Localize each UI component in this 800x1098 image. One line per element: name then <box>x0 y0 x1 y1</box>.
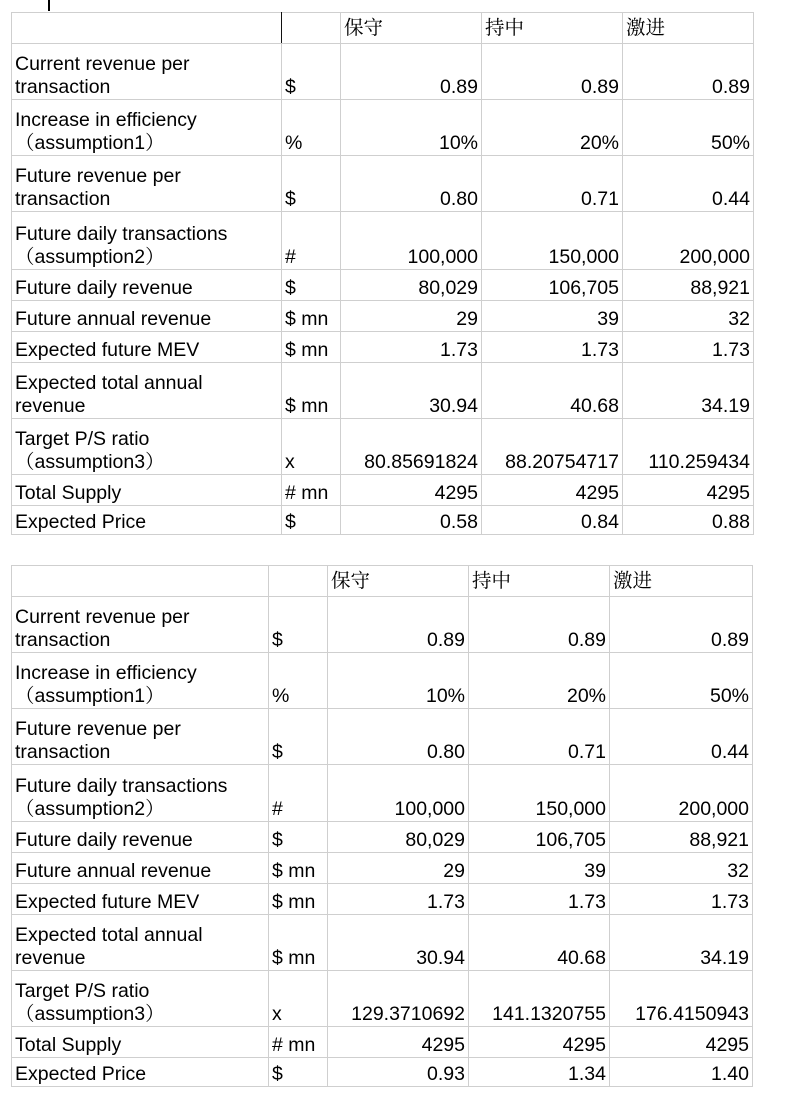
table-row <box>12 212 754 270</box>
value-aggressive: 50% <box>610 653 753 709</box>
value-moderate: 1.73 <box>482 332 623 363</box>
value-moderate: 4295 <box>482 475 623 506</box>
row-label: Expected future MEV <box>12 884 269 915</box>
row-unit: $ <box>282 44 341 100</box>
table-row <box>12 884 753 915</box>
value-aggressive: 1.73 <box>610 884 753 915</box>
value-aggressive: 88,921 <box>610 822 753 853</box>
value-moderate: 0.71 <box>469 709 610 765</box>
value-aggressive: 4295 <box>610 1027 753 1058</box>
value-moderate: 1.73 <box>469 884 610 915</box>
row-unit: $ <box>269 597 328 653</box>
value-moderate: 141.1320755 <box>469 971 610 1027</box>
value-conservative: 80,029 <box>341 270 482 301</box>
table-row <box>12 506 754 535</box>
text-cursor <box>48 0 50 11</box>
value-aggressive: 200,000 <box>623 212 754 270</box>
value-moderate: 0.89 <box>469 597 610 653</box>
value-conservative: 0.93 <box>328 1058 469 1087</box>
row-label: Future daily revenue <box>12 270 282 301</box>
table-row <box>12 363 754 419</box>
row-label: Future annual revenue <box>12 301 282 332</box>
header-row <box>12 566 753 597</box>
value-conservative: 4295 <box>328 1027 469 1058</box>
value-moderate: 39 <box>482 301 623 332</box>
value-moderate: 0.89 <box>482 44 623 100</box>
row-label: Future annual revenue <box>12 853 269 884</box>
row-label: Expected Price <box>12 506 282 535</box>
table-row <box>12 853 753 884</box>
value-aggressive: 4295 <box>623 475 754 506</box>
header-moderate: 持中 <box>482 13 623 44</box>
header-unit <box>282 13 341 44</box>
value-conservative: 29 <box>341 301 482 332</box>
value-moderate: 40.68 <box>482 363 623 419</box>
value-aggressive: 34.19 <box>623 363 754 419</box>
value-aggressive: 0.88 <box>623 506 754 535</box>
table-row <box>12 653 753 709</box>
row-label: Increase in efficiency（assumption1） <box>12 100 282 156</box>
value-conservative: 10% <box>328 653 469 709</box>
table-row <box>12 765 753 822</box>
value-aggressive: 32 <box>623 301 754 332</box>
row-unit: $ <box>282 506 341 535</box>
value-conservative: 0.89 <box>341 44 482 100</box>
value-aggressive: 88,921 <box>623 270 754 301</box>
value-aggressive: 176.4150943 <box>610 971 753 1027</box>
header-aggressive: 激进 <box>610 566 753 597</box>
value-aggressive: 34.19 <box>610 915 753 971</box>
header-moderate: 持中 <box>469 566 610 597</box>
row-unit: $ mn <box>269 853 328 884</box>
value-aggressive: 110.259434 <box>623 419 754 475</box>
value-moderate: 1.34 <box>469 1058 610 1087</box>
row-label: Increase in efficiency（assumption1） <box>12 653 269 709</box>
value-conservative: 80,029 <box>328 822 469 853</box>
row-unit: $ <box>269 709 328 765</box>
value-moderate: 40.68 <box>469 915 610 971</box>
value-aggressive: 1.40 <box>610 1058 753 1087</box>
row-label: Expected future MEV <box>12 332 282 363</box>
table-row <box>12 100 754 156</box>
row-unit: % <box>269 653 328 709</box>
table-row <box>12 971 753 1027</box>
row-unit: $ <box>282 270 341 301</box>
value-moderate: 88.20754717 <box>482 419 623 475</box>
row-label: Future daily revenue <box>12 822 269 853</box>
header-unit <box>269 566 328 597</box>
header-conservative: 保守 <box>341 13 482 44</box>
table-row <box>12 709 753 765</box>
row-unit: $ mn <box>269 884 328 915</box>
value-aggressive: 200,000 <box>610 765 753 822</box>
row-unit: $ mn <box>282 363 341 419</box>
value-conservative: 0.80 <box>328 709 469 765</box>
table-row <box>12 1058 753 1087</box>
table-row <box>12 270 754 301</box>
row-unit: $ <box>269 1058 328 1087</box>
value-aggressive: 0.44 <box>623 156 754 212</box>
scenario-table-1 <box>11 12 754 535</box>
row-label: Target P/S ratio（assumption3） <box>12 971 269 1027</box>
value-aggressive: 50% <box>623 100 754 156</box>
row-label: Future daily transactions（assumption2） <box>12 765 269 822</box>
value-conservative: 10% <box>341 100 482 156</box>
header-aggressive: 激进 <box>623 13 754 44</box>
row-unit: x <box>282 419 341 475</box>
row-unit: $ mn <box>269 915 328 971</box>
table-row <box>12 156 754 212</box>
value-conservative: 129.3710692 <box>328 971 469 1027</box>
table-row <box>12 475 754 506</box>
row-label: Target P/S ratio（assumption3） <box>12 419 282 475</box>
row-label: Future daily transactions（assumption2） <box>12 212 282 270</box>
row-unit: x <box>269 971 328 1027</box>
table-row <box>12 44 754 100</box>
header-corner <box>12 566 269 597</box>
table-row <box>12 1027 753 1058</box>
row-label: Expected total annual revenue <box>12 915 269 971</box>
row-unit: $ mn <box>282 301 341 332</box>
row-unit: $ mn <box>282 332 341 363</box>
table-row <box>12 915 753 971</box>
row-unit: # mn <box>282 475 341 506</box>
row-label: Future revenue per transaction <box>12 709 269 765</box>
header-conservative: 保守 <box>328 566 469 597</box>
table-row <box>12 597 753 653</box>
row-unit: % <box>282 100 341 156</box>
value-moderate: 106,705 <box>469 822 610 853</box>
value-conservative: 29 <box>328 853 469 884</box>
value-conservative: 80.85691824 <box>341 419 482 475</box>
row-label: Expected total annual revenue <box>12 363 282 419</box>
row-label: Current revenue per transaction <box>12 44 282 100</box>
value-aggressive: 1.73 <box>623 332 754 363</box>
row-label: Expected Price <box>12 1058 269 1087</box>
value-conservative: 0.58 <box>341 506 482 535</box>
row-label: Total Supply <box>12 475 282 506</box>
row-label: Total Supply <box>12 1027 269 1058</box>
value-conservative: 0.89 <box>328 597 469 653</box>
value-moderate: 39 <box>469 853 610 884</box>
value-moderate: 4295 <box>469 1027 610 1058</box>
value-moderate: 20% <box>469 653 610 709</box>
value-aggressive: 0.44 <box>610 709 753 765</box>
scenario-table-2 <box>11 565 753 1087</box>
value-moderate: 150,000 <box>482 212 623 270</box>
value-conservative: 4295 <box>341 475 482 506</box>
value-conservative: 1.73 <box>341 332 482 363</box>
row-unit: # mn <box>269 1027 328 1058</box>
value-conservative: 30.94 <box>341 363 482 419</box>
value-conservative: 100,000 <box>328 765 469 822</box>
value-conservative: 100,000 <box>341 212 482 270</box>
row-unit: $ <box>269 822 328 853</box>
value-aggressive: 32 <box>610 853 753 884</box>
value-moderate: 20% <box>482 100 623 156</box>
value-conservative: 0.80 <box>341 156 482 212</box>
table-row <box>12 822 753 853</box>
row-unit: # <box>269 765 328 822</box>
value-aggressive: 0.89 <box>623 44 754 100</box>
value-moderate: 150,000 <box>469 765 610 822</box>
value-aggressive: 0.89 <box>610 597 753 653</box>
table-row <box>12 301 754 332</box>
value-moderate: 106,705 <box>482 270 623 301</box>
row-unit: $ <box>282 156 341 212</box>
value-moderate: 0.84 <box>482 506 623 535</box>
value-moderate: 0.71 <box>482 156 623 212</box>
row-unit: # <box>282 212 341 270</box>
value-conservative: 1.73 <box>328 884 469 915</box>
header-row <box>12 13 754 44</box>
row-label: Current revenue per transaction <box>12 597 269 653</box>
row-label: Future revenue per transaction <box>12 156 282 212</box>
header-corner <box>12 13 282 44</box>
value-conservative: 30.94 <box>328 915 469 971</box>
table-row <box>12 419 754 475</box>
table-row <box>12 332 754 363</box>
